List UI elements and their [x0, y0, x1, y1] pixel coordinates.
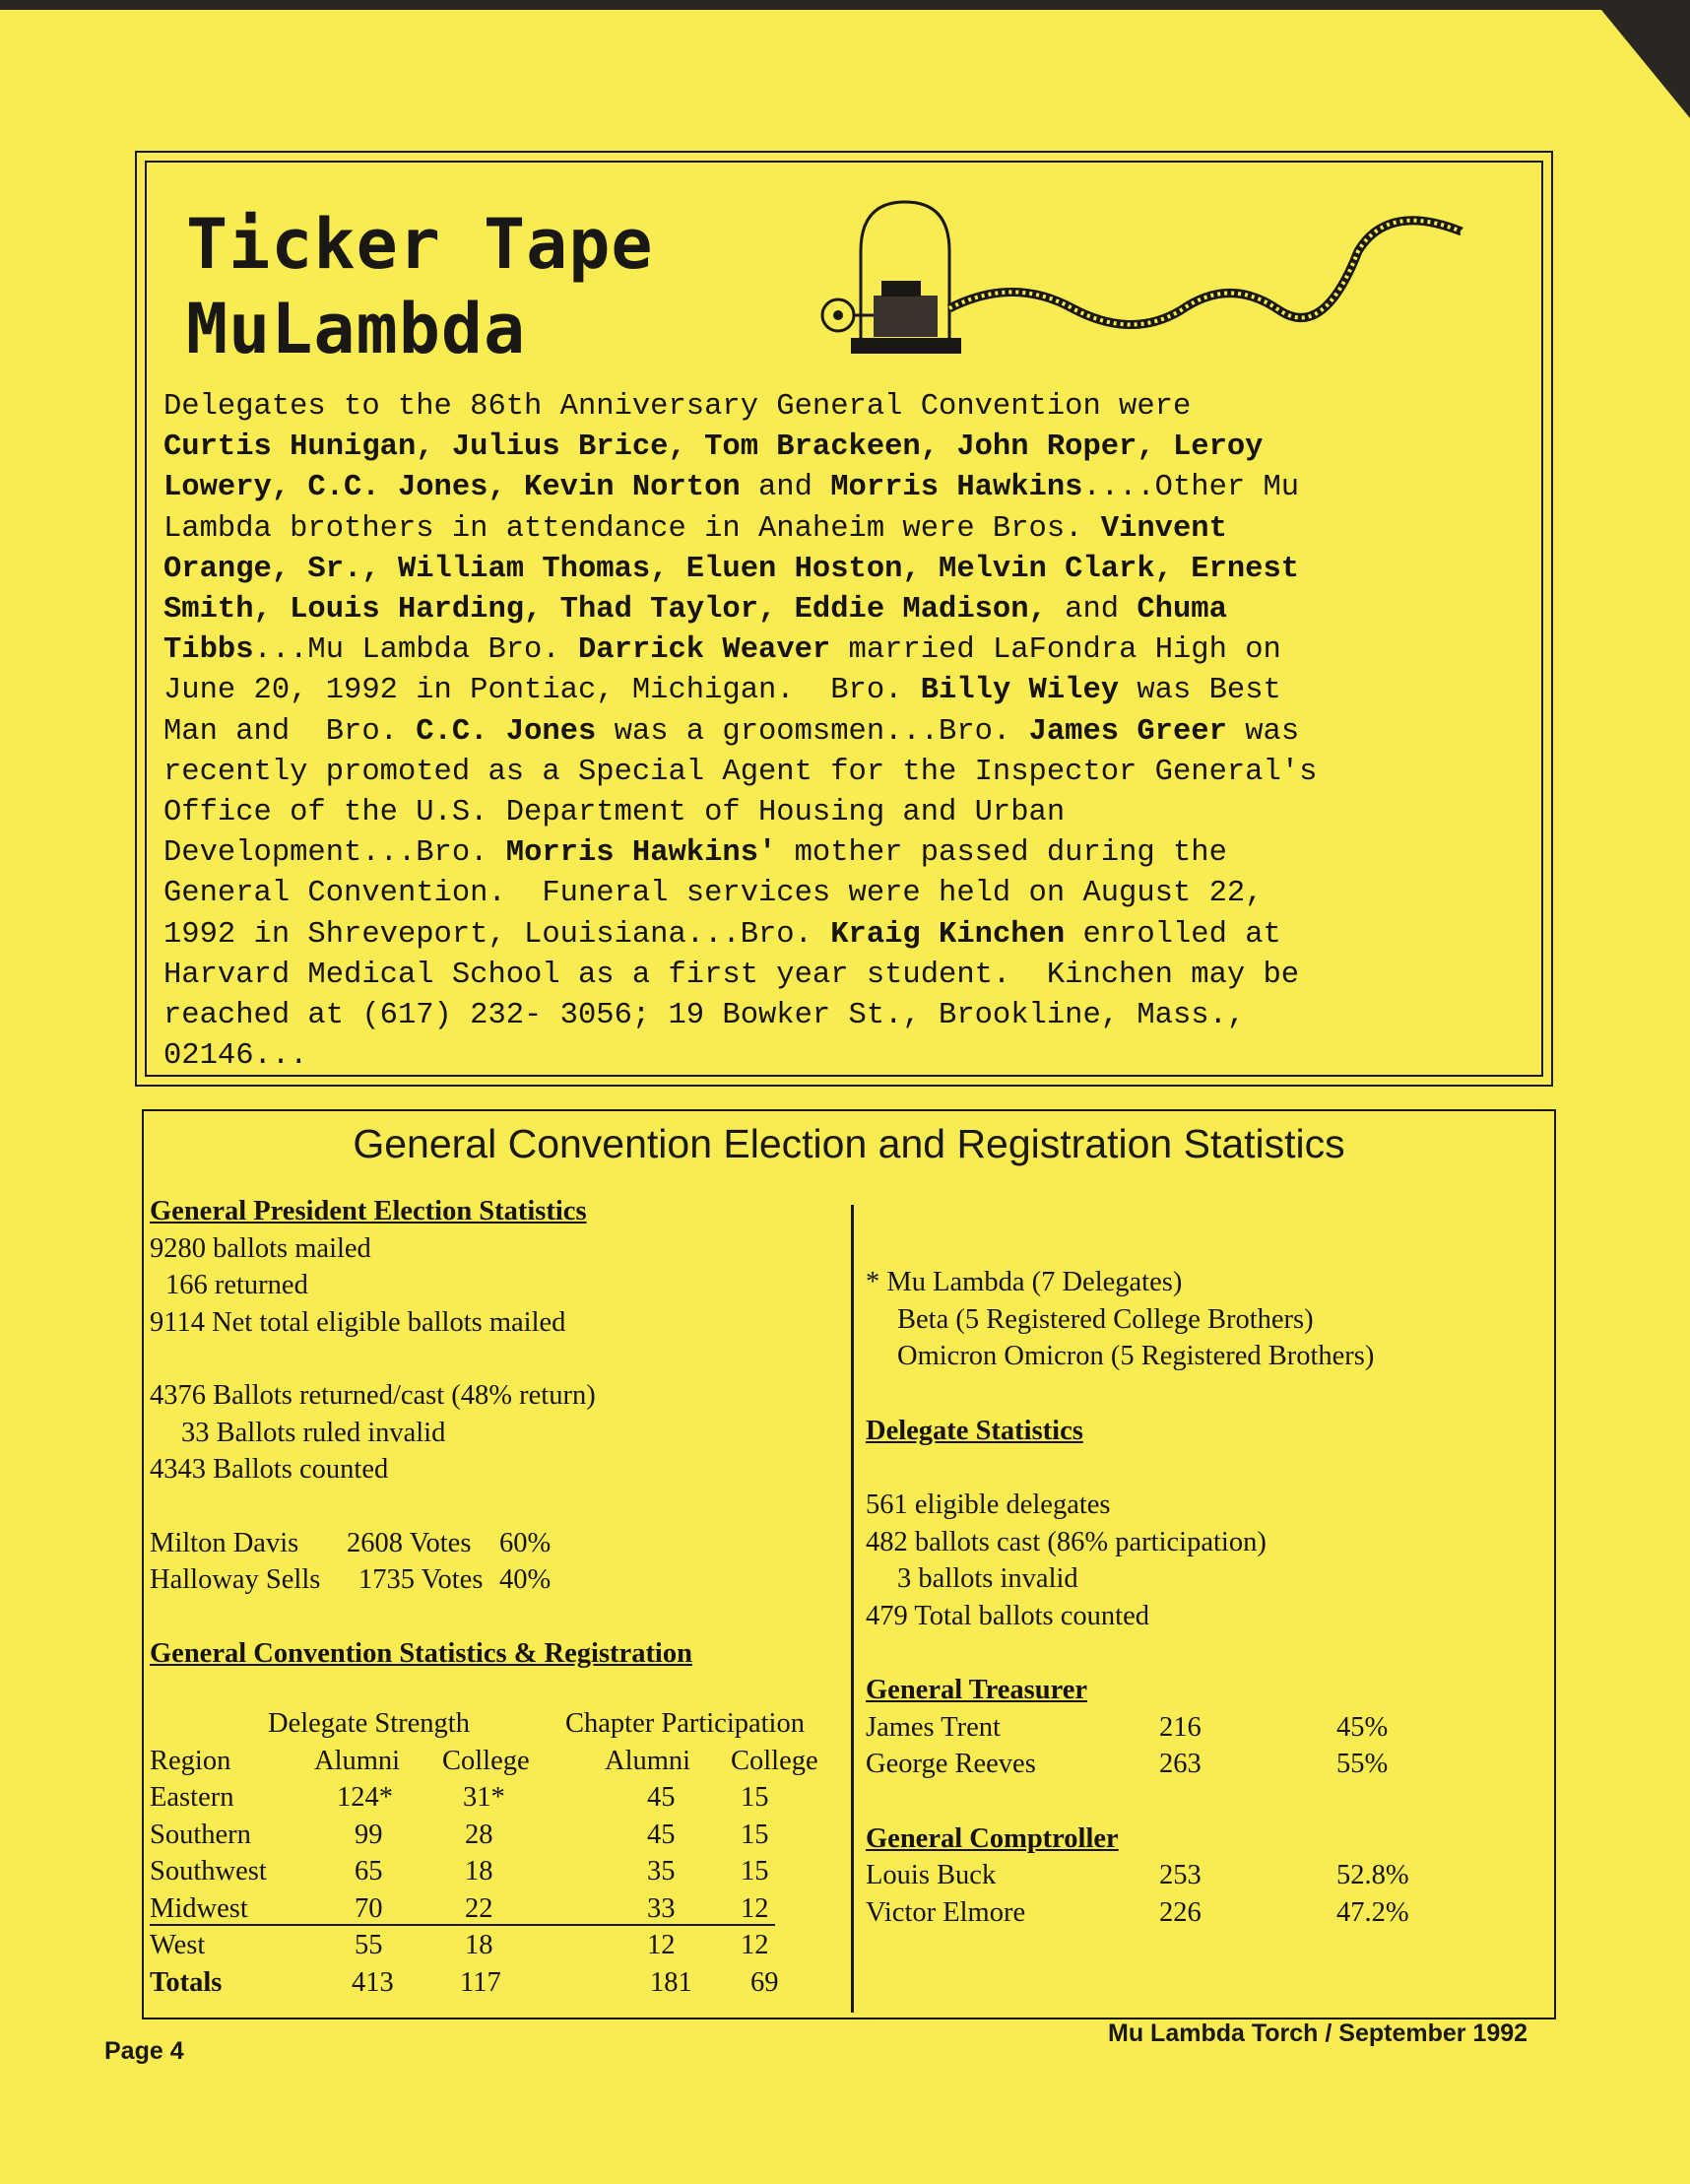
cell: 70 — [355, 1892, 383, 1924]
cell: 124* — [337, 1782, 393, 1813]
statistics-box — [142, 1109, 1556, 2019]
registration-heading: General Convention Statistics & Registration — [150, 1637, 692, 1669]
ticker-text-segment: Delegates to the 86th Anniversary General Convention were — [163, 390, 1192, 424]
comptroller-row — [866, 1857, 1535, 1894]
ballots-mailed: 9280 ballots mailed — [150, 1232, 371, 1264]
candidate-name: Victor Elmore — [866, 1896, 1026, 1928]
candidate-name: Louis Buck — [866, 1860, 997, 1890]
delegate-statistics-heading: Delegate Statistics — [866, 1415, 1083, 1446]
brother-name: Billy Wiley — [920, 674, 1120, 708]
table-group-header — [150, 1705, 839, 1743]
region-name: Southwest — [150, 1856, 267, 1886]
ballots-invalid: 33 Ballots ruled invalid — [181, 1417, 446, 1448]
cell: 18 — [465, 1856, 493, 1886]
brother-name: Darrick Weaver — [577, 633, 831, 668]
cell: 69 — [750, 1966, 779, 1998]
eligible-delegates: 561 eligible delegates — [866, 1489, 1111, 1520]
ticker-tape-text — [163, 387, 1542, 1077]
table-row — [150, 1853, 839, 1890]
ballots-returned: 166 returned — [165, 1270, 308, 1300]
brother-name: Morris Hawkins' — [505, 836, 777, 871]
region-name: Midwest — [150, 1892, 248, 1924]
brother-name: James Greer — [1028, 714, 1227, 749]
candidate-percent: 52.8% — [1336, 1860, 1409, 1890]
ballots-counted: 4343 Ballots counted — [150, 1454, 389, 1485]
column-divider — [851, 1205, 854, 2013]
cell: 12 — [741, 1930, 769, 1960]
candidate-name: Milton Davis — [150, 1527, 299, 1558]
candidate-row — [150, 1561, 839, 1599]
table-totals-row — [150, 1964, 839, 2002]
cell: 15 — [741, 1819, 769, 1850]
delegate-ballots-invalid: 3 ballots invalid — [897, 1563, 1078, 1594]
region-name: Southern — [150, 1819, 251, 1850]
masthead-line-2: MuLambda — [186, 289, 527, 369]
col-alumni-chapter: Alumni — [605, 1745, 691, 1776]
cell: 18 — [465, 1930, 493, 1960]
brother-name: C.C. Jones — [416, 714, 597, 749]
ticker-text-segment: ....Other Mu Lambda brothers in attendance in Anaheim were Bros. — [163, 471, 1300, 546]
col-college-delegate: College — [442, 1745, 530, 1776]
newsletter-page — [0, 10, 1690, 2184]
brother-name: Vinvent Orange, Sr., William Thomas, Eluen Hoston, Melvin Clark, Ernest Smith, Louis Harding, Thad Taylor, Eddie Madison, — [163, 511, 1300, 628]
cell: 33 — [647, 1892, 676, 1924]
candidate-name: James Trent — [866, 1711, 1001, 1743]
ticker-text-segment: and — [740, 471, 831, 505]
comptroller-row — [866, 1894, 1535, 1932]
treasurer-row — [866, 1709, 1535, 1747]
candidate-votes: 216 — [1159, 1711, 1202, 1743]
ticker-text-segment: mother passed during the General Convention. Funeral services were held on August 22, 1992 in Shreveport, Louisiana...Bro. — [163, 836, 1264, 952]
ticker-text-segment: enrolled at Harvard Medical School as a first year student. Kinchen may be reached at (617) 232- 3056; 19 Bowker St., Brookline, Mass., 02146... — [163, 917, 1300, 1074]
brother-name: Chuma Tibbs — [163, 593, 1227, 668]
treasurer-heading: General Treasurer — [866, 1675, 1088, 1705]
col-alumni-delegate: Alumni — [314, 1745, 401, 1776]
comptroller-heading: General Comptroller — [866, 1822, 1119, 1854]
publication-footer: Mu Lambda Torch / September 1992 — [1108, 2019, 1528, 2047]
col-college-chapter: College — [731, 1745, 818, 1776]
table-row — [150, 1927, 839, 1964]
brother-name: Curtis Hunigan, Julius Brice, Tom Brackeen, John Roper, Leroy Lowery, C.C. Jones, Kevin Norton — [163, 430, 1264, 505]
cell: 55 — [355, 1930, 383, 1960]
ticker-text-segment: was a groomsmen...Bro. — [596, 714, 1029, 749]
cell: 45 — [647, 1819, 676, 1850]
candidate-votes: 1735 Votes — [358, 1564, 484, 1595]
president-election-section — [150, 1193, 839, 1672]
cell: 65 — [355, 1856, 383, 1886]
brother-name: Morris Hawkins — [830, 471, 1083, 505]
note-omicron: Omicron Omicron (5 Registered Brothers) — [897, 1341, 1375, 1371]
page-corner-fold — [1601, 10, 1690, 118]
candidate-percent: 60% — [499, 1527, 552, 1558]
statistics-title: General Convention Election and Registration Statistics — [353, 1121, 1345, 1166]
ticker-text-segment: ...Mu Lambda Bro. — [253, 633, 578, 668]
brother-name: Kraig Kinchen — [830, 917, 1066, 952]
table-row — [150, 1817, 839, 1854]
cell: 45 — [647, 1782, 676, 1813]
table-column-header — [150, 1743, 839, 1780]
candidate-percent: 40% — [499, 1564, 552, 1595]
candidate-row — [150, 1525, 839, 1562]
ticker-text-segment: was Best Man and Bro. — [163, 674, 1281, 749]
cell: 15 — [741, 1782, 769, 1813]
cell: 12 — [741, 1892, 769, 1924]
cell: 413 — [352, 1966, 394, 1998]
table-row — [150, 1779, 839, 1817]
candidate-votes: 263 — [1159, 1749, 1202, 1779]
right-column — [866, 1264, 1535, 1931]
cell: 117 — [460, 1966, 501, 1998]
cell: 28 — [465, 1819, 493, 1850]
cell: 22 — [465, 1892, 493, 1924]
region-name: West — [150, 1930, 206, 1960]
ticker-tape-masthead — [186, 202, 654, 371]
cell: 35 — [647, 1856, 676, 1886]
note-mu-lambda: * Mu Lambda (7 Delegates) — [866, 1267, 1183, 1297]
cell: 99 — [355, 1819, 383, 1850]
col-region: Region — [150, 1745, 231, 1776]
candidate-name: George Reeves — [866, 1749, 1036, 1779]
candidate-percent: 45% — [1336, 1711, 1389, 1743]
totals-rule — [150, 1924, 775, 1926]
cell: 181 — [650, 1966, 692, 1998]
ticker-tape-box — [135, 151, 1553, 1087]
totals-label: Totals — [150, 1966, 223, 1998]
president-election-heading: General President Election Statistics — [150, 1196, 587, 1226]
candidate-name: Halloway Sells — [150, 1564, 321, 1595]
ticker-machine-illustration — [757, 182, 1466, 369]
net-eligible-ballots: 9114 Net total eligible ballots mailed — [150, 1306, 566, 1338]
cell: 31* — [463, 1782, 505, 1813]
ballots-cast: 4376 Ballots returned/cast (48% return) — [150, 1380, 596, 1411]
candidate-percent: 47.2% — [1336, 1896, 1409, 1928]
candidate-votes: 226 — [1159, 1896, 1202, 1928]
masthead-line-1: Ticker Tape — [186, 204, 654, 285]
candidate-votes: 2608 Votes — [347, 1527, 472, 1558]
ticker-text-segment: and — [1046, 593, 1138, 628]
cell: 15 — [741, 1856, 769, 1886]
candidate-votes: 253 — [1159, 1860, 1202, 1890]
page-number: Page 4 — [104, 2037, 184, 2065]
ticker-text-segment: was recently promoted as a Special Agent for the Inspector General's Office of the U.S. Department of Housing and Urban Development...Bro. — [163, 714, 1318, 871]
table-row — [150, 1890, 839, 1928]
chapter-participation-header: Chapter Participation — [565, 1708, 805, 1739]
cell: 12 — [647, 1930, 676, 1960]
note-beta: Beta (5 Registered College Brothers) — [897, 1303, 1314, 1335]
ticker-text-segment: married LaFondra High on June 20, 1992 in Pontiac, Michigan. Bro. — [163, 633, 1281, 708]
delegate-strength-header: Delegate Strength — [268, 1708, 470, 1739]
delegate-ballots-counted: 479 Total ballots counted — [866, 1600, 1149, 1631]
delegate-ballots-cast: 482 ballots cast (86% participation) — [866, 1526, 1267, 1557]
treasurer-row — [866, 1746, 1535, 1783]
region-name: Eastern — [150, 1782, 234, 1813]
candidate-percent: 55% — [1336, 1749, 1389, 1779]
registration-table — [150, 1705, 839, 2001]
